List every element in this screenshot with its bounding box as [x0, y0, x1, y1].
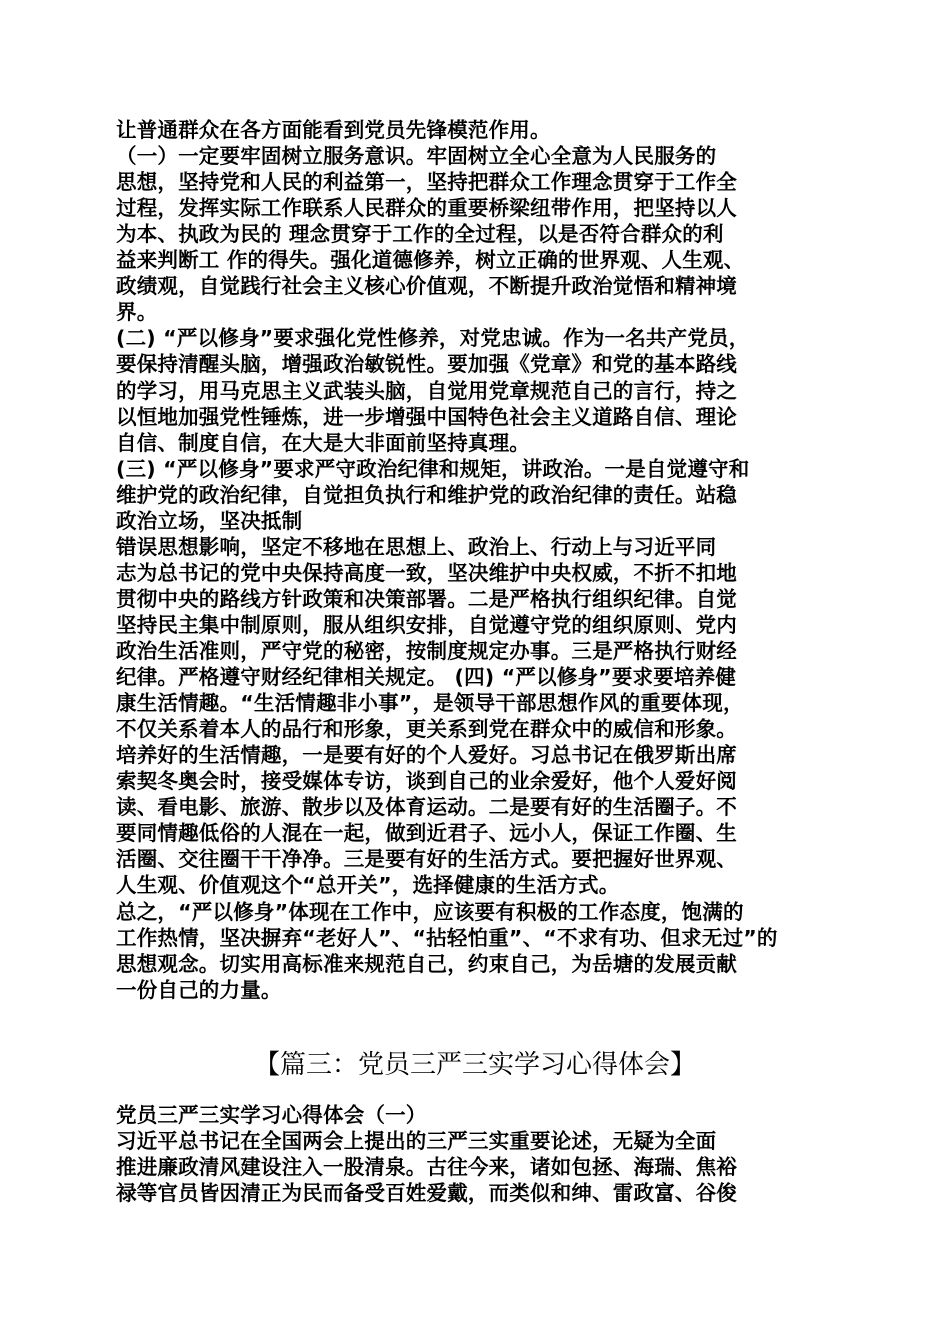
- text-line: (三) “严以修身”要求严守政治纪律和规矩，讲政治。一是自觉遵守和: [116, 456, 750, 481]
- text-line: 政治立场，坚决抵制: [116, 508, 303, 533]
- text-line: 人生观、价值观这个“总开关”，选择健康的生活方式。: [116, 873, 620, 898]
- text-line: 维护党的政治纪律，自觉担负执行和维护党的政治纪律的责任。站稳: [116, 482, 737, 507]
- text-line: 一份自己的力量。: [116, 977, 282, 1002]
- text-line: 界。: [116, 300, 158, 325]
- text-line: 读、看电影、旅游、散步以及体育运动。二是要有好的生活圈子。不: [116, 795, 737, 820]
- text-line: 贯彻中央的路线方针政策和决策部署。二是严格执行组织纪律。自觉: [116, 586, 737, 611]
- text-line: 总之，“严以修身”体现在工作中，应该要有积极的工作态度，饱满的: [116, 899, 744, 924]
- text-line: 思想观念。切实用高标准来规范自己，约束自己，为岳塘的发展贡献: [116, 951, 737, 976]
- text-line: 推进廉政清风建设注入一股清泉。古往今来，诸如包拯、海瑞、焦裕: [116, 1155, 737, 1180]
- text-line: 习近平总书记在全国两会上提出的三严三实重要论述，无疑为全面: [116, 1129, 717, 1154]
- text-line: 自信、制度自信，在大是大非面前坚持真理。: [116, 430, 530, 455]
- text-line: 益来判断工 作的得失。强化道德修养，树立正确的世界观、人生观、: [116, 248, 745, 273]
- text-line: 以恒地加强党性锤炼，进一步增强中国特色社会主义道路自信、理论: [116, 404, 737, 429]
- text-line: 要保持清醒头脑，增强政治敏锐性。要加强《党章》和党的基本路线: [116, 352, 737, 377]
- text-line: (二) “严以修身”要求强化党性修养，对党忠诚。作为一名共产党员，: [116, 326, 750, 351]
- subsection-title: 党员三严三实学习心得体会（一）: [116, 1103, 427, 1127]
- text-line: 康生活情趣。“生活情趣非小事”，是领导干部思想作风的重要体现，: [116, 691, 744, 716]
- text-line: 政绩观，自觉践行社会主义核心价值观，不断提升政治觉悟和精神境: [116, 274, 737, 299]
- text-line: 索契冬奥会时，接受媒体专访，谈到自己的业余爱好，他个人爱好阅: [116, 769, 737, 794]
- text-line: 让普通群众在各方面能看到党员先锋模范作用。: [116, 118, 551, 142]
- text-line: 禄等官员皆因清正为民而备受百姓爱戴，而类似和绅、雷政富、谷俊: [116, 1181, 737, 1206]
- text-line: 活圈、交往圈干干净净。三是要有好的生活方式。要把握好世界观、: [116, 847, 737, 872]
- text-line: （一）一定要牢固树立服务意识。牢固树立全心全意为人民服务的: [116, 144, 717, 169]
- section-heading: 【篇三：党员三严三实学习心得体会】: [253, 1050, 696, 1080]
- text-line: 不仅关系着本人的品行和形象，更关系到党在群众中的威信和形象。: [116, 717, 737, 742]
- text-line: 志为总书记的党中央保持高度一致，坚决维护中央权威，不折不扣地: [116, 560, 737, 585]
- text-line: 过程，发挥实际工作联系人民群众的重要桥梁纽带作用，把坚持以人: [116, 196, 737, 221]
- text-line: 为本、执政为民的 理念贯穿于工作的全过程，以是否符合群众的利: [116, 222, 724, 247]
- text-line: 要同情趣低俗的人混在一起，做到近君子、远小人，保证工作圈、生: [116, 821, 737, 846]
- text-line: 错误思想影响，坚定不移地在思想上、政治上、行动上与习近平同: [116, 534, 717, 559]
- text-line: 纪律。严格遵守财经纪律相关规定。 (四) “严以修身”要求要培养健: [116, 665, 737, 690]
- text-line: 培养好的生活情趣，一是要有好的个人爱好。习总书记在俄罗斯出席: [116, 743, 737, 768]
- text-line: 政治生活准则，严守党的秘密，按制度规定办事。三是严格执行财经: [116, 639, 737, 663]
- text-line: 工作热情，坚决摒弃“老好人”、“拈轻怕重”、“不求有功、但求无过”的: [116, 925, 778, 950]
- text-line: 思想，坚持党和人民的利益第一，坚持把群众工作理念贯穿于工作全: [116, 170, 737, 195]
- text-line: 坚持民主集中制原则，服从组织安排，自觉遵守党的组织原则、党内: [116, 612, 737, 637]
- text-line: 的学习，用马克思主义武装头脑，自觉用党章规范自己的言行，持之: [116, 378, 737, 403]
